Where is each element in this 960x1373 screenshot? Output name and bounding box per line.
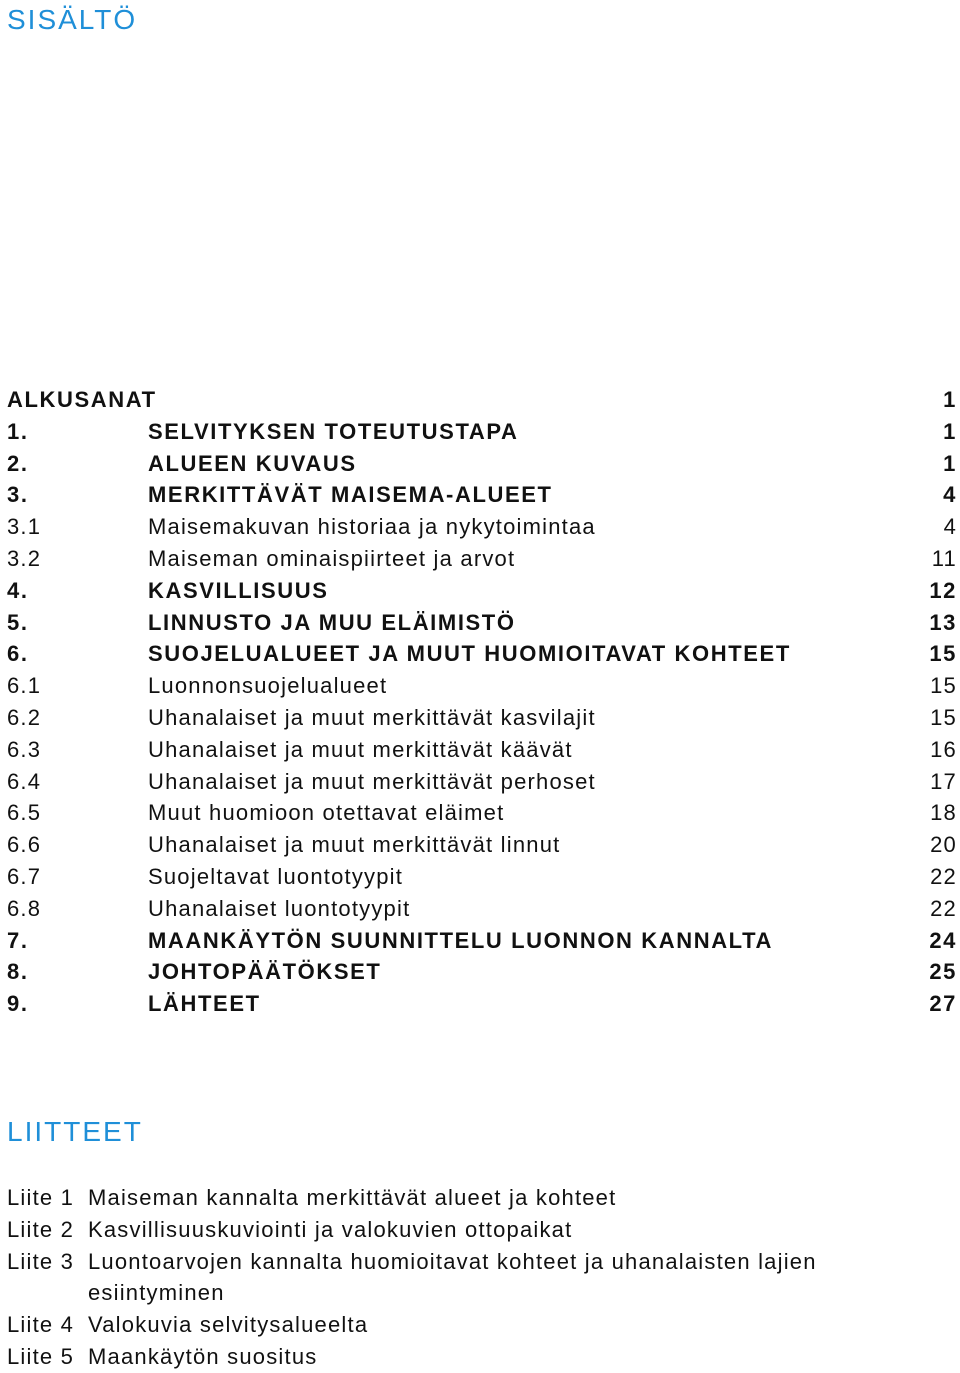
table-of-contents: [7, 384, 957, 1020]
toc-entry-page: 4: [943, 482, 957, 508]
toc-entry-number: 8.: [7, 959, 29, 985]
toc-entry-number: 6.: [7, 641, 29, 667]
toc-entry[interactable]: [7, 702, 957, 734]
toc-entry-title: Uhanalaiset ja muut merkittävät käävät: [148, 736, 573, 762]
toc-entry-page: 24: [929, 927, 957, 953]
toc-entry-number: 6.8: [7, 895, 42, 921]
toc-entry-title: Uhanalaiset ja muut merkittävät kasvilajit: [148, 704, 596, 730]
toc-entry-title: JOHTOPÄÄTÖKSET: [148, 959, 382, 985]
toc-entry-title: Uhanalaiset luontotyypit: [148, 895, 411, 921]
toc-entry-page: 1: [943, 387, 957, 412]
toc-entry-title: ALKUSANAT: [7, 387, 157, 412]
toc-entry-page: 15: [930, 704, 957, 730]
toc-entry-title: MAANKÄYTÖN SUUNNITTELU LUONNON KANNALTA: [148, 927, 773, 953]
appendix-title: Kasvillisuuskuviointi ja valokuvien ottopaikat: [88, 1216, 573, 1242]
appendix-title: Valokuvia selvitysalueelta: [88, 1312, 369, 1338]
toc-entry-page: 20: [930, 832, 957, 858]
toc-entry-number: 6.2: [7, 704, 42, 730]
toc-entry-title: MERKITTÄVÄT MAISEMA-ALUEET: [148, 482, 553, 508]
toc-entry-title: LINNUSTO JA MUU ELÄIMISTÖ: [148, 609, 516, 635]
appendix-label: Liite 5: [7, 1343, 75, 1369]
toc-entry-page: 4: [943, 514, 957, 540]
toc-entry-number: 6.1: [7, 673, 42, 699]
appendix-entry[interactable]: [7, 1341, 947, 1373]
toc-entry[interactable]: [7, 416, 957, 448]
toc-entry-page: 1: [943, 418, 957, 444]
toc-entry-page: 1: [943, 450, 957, 476]
appendices-heading: LIITTEET: [7, 1116, 143, 1147]
toc-entry-page: 12: [929, 577, 957, 603]
toc-entry-title: Suojeltavat luontotyypit: [148, 863, 404, 889]
toc-entry-title: KASVILLISUUS: [148, 577, 329, 603]
appendix-title: Maiseman kannalta merkittävät alueet ja kohteet: [88, 1185, 617, 1210]
toc-entry-number: 6.6: [7, 832, 42, 858]
toc-entry[interactable]: [7, 607, 957, 639]
toc-entry-title: Muut huomioon otettavat eläimet: [148, 800, 505, 826]
toc-entry-title: Maiseman ominaispiirteet ja arvot: [148, 545, 516, 571]
toc-entry[interactable]: [7, 829, 957, 861]
appendix-entry[interactable]: [7, 1182, 947, 1214]
appendix-label: Liite 4: [7, 1312, 75, 1338]
toc-entry-page: 15: [930, 673, 957, 699]
appendix-label: Liite 1: [7, 1185, 75, 1210]
toc-entry[interactable]: [7, 893, 957, 925]
toc-entry-number: 1.: [7, 418, 29, 444]
toc-entry-number: 6.3: [7, 736, 42, 762]
toc-entry-title: Uhanalaiset ja muut merkittävät linnut: [148, 832, 561, 858]
appendix-label: Liite 2: [7, 1216, 75, 1242]
toc-entry-page: 15: [929, 641, 957, 667]
toc-entry[interactable]: [7, 543, 957, 575]
toc-entry-page: 11: [931, 545, 957, 571]
toc-entry-number: 5.: [7, 609, 29, 635]
toc-entry-number: 6.5: [7, 800, 42, 826]
toc-entry-number: 3.1: [7, 514, 42, 540]
toc-entry-title: SUOJELUALUEET JA MUUT HUOMIOITAVAT KOHTEET: [148, 641, 791, 667]
appendix-title: Maankäytön suositus: [88, 1343, 318, 1369]
appendix-entry[interactable]: [7, 1246, 947, 1310]
toc-entry-number: 7.: [7, 927, 29, 953]
toc-entry[interactable]: [7, 861, 957, 893]
appendix-label: Liite 3: [7, 1248, 75, 1274]
toc-entry-page: 18: [930, 800, 957, 826]
toc-entry-page: 25: [929, 959, 957, 985]
toc-entry-title: ALUEEN KUVAUS: [148, 450, 357, 476]
appendix-entry[interactable]: [7, 1309, 947, 1341]
toc-entry[interactable]: [7, 511, 957, 543]
toc-entry[interactable]: [7, 734, 957, 766]
toc-entry-title: LÄHTEET: [148, 991, 261, 1017]
toc-entry-title: SELVITYKSEN TOTEUTUSTAPA: [148, 418, 519, 444]
appendix-entry[interactable]: [7, 1214, 947, 1246]
toc-entry-page: 22: [930, 895, 957, 921]
toc-entry-page: 22: [930, 863, 957, 889]
toc-entry[interactable]: [7, 448, 957, 480]
toc-entry-title: Luonnonsuojelualueet: [148, 673, 388, 699]
toc-entry[interactable]: [7, 988, 957, 1020]
toc-entry[interactable]: [7, 925, 957, 957]
toc-entry-number: 3.: [7, 482, 29, 508]
toc-entry-number: 3.2: [7, 545, 42, 571]
appendix-list: [7, 1182, 947, 1373]
toc-entry-number: 2.: [7, 450, 29, 476]
toc-entry[interactable]: [7, 797, 957, 829]
toc-entry[interactable]: [7, 670, 957, 702]
toc-entry-page: 16: [930, 736, 957, 762]
toc-entry-page: 27: [929, 991, 957, 1017]
toc-entry[interactable]: [7, 384, 957, 416]
toc-entry[interactable]: [7, 638, 957, 670]
toc-entry[interactable]: [7, 956, 957, 988]
appendix-title: Luontoarvojen kannalta huomioitavat kohteet ja uhanalaisten lajien esiintyminen: [88, 1248, 817, 1306]
toc-entry[interactable]: [7, 766, 957, 798]
toc-entry-number: 9.: [7, 991, 29, 1017]
toc-entry-number: 4.: [7, 577, 29, 603]
toc-entry[interactable]: [7, 479, 957, 511]
toc-entry-page: 13: [929, 609, 957, 635]
toc-entry-number: 6.7: [7, 863, 42, 889]
toc-entry[interactable]: [7, 575, 957, 607]
toc-entry-title: Uhanalaiset ja muut merkittävät perhoset: [148, 768, 596, 794]
toc-entry-page: 17: [930, 768, 957, 794]
toc-entry-title: Maisemakuvan historiaa ja nykytoimintaa: [148, 514, 596, 540]
toc-entry-number: 6.4: [7, 768, 42, 794]
contents-heading: SISÄLTÖ: [7, 4, 138, 35]
